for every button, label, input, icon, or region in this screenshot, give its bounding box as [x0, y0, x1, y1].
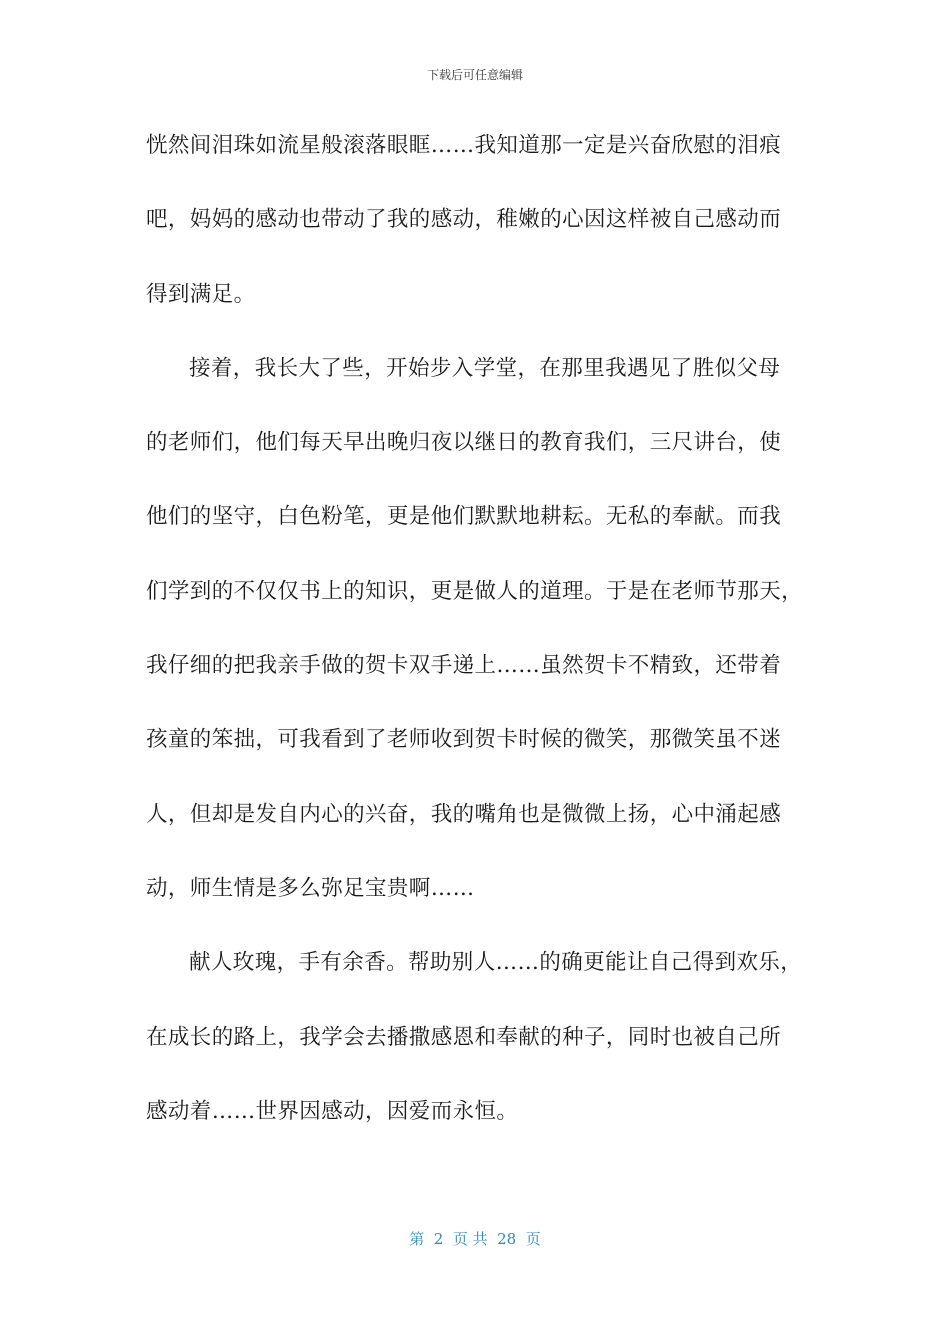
- text-line: 恍然间泪珠如流星般滚落眼眶……我知道那一定是兴奋欣慰的泪痕: [146, 133, 782, 158]
- text-line: 感动着……世界因感动，因爱而永恒。: [146, 1098, 519, 1124]
- text-line: 们学到的不仅仅书上的知识，更是做人的道理。于是在老师节那天，: [146, 578, 804, 604]
- text-line: 他们的坚守，白色粉笔，更是他们默默地耕耘。无私的奉献。而我: [146, 504, 782, 530]
- paragraph-start-line: 献人玫瑰，手有余香。帮助别人……的确更能让自己得到欢乐，: [189, 950, 803, 976]
- page-number-footer: 第 2 页 共 28 页: [409, 1230, 541, 1248]
- text-line: 得到满足。: [146, 281, 256, 307]
- text-line: 我仔细的把我亲手做的贺卡双手递上……虽然贺卡不精致，还带着: [146, 653, 782, 679]
- text-line: 人，但却是发自内心的兴奋，我的嘴角也是微微上扬，心中涌起感: [146, 801, 782, 827]
- page-header-note: 下载后可任意编辑: [426, 68, 523, 82]
- text-line: 动，师生情是多么弥足宝贵啊……: [146, 875, 475, 901]
- text-line: 孩童的笨拙，可我看到了老师收到贺卡时候的微笑，那微笑虽不迷: [146, 727, 782, 753]
- text-line: 在成长的路上，我学会去播撒感恩和奉献的种子，同时也被自己所: [146, 1024, 782, 1050]
- text-line: 的老师们，他们每天早出晚归夜以继日的教育我们，三尺讲台，使: [146, 430, 782, 456]
- text-line: 吧，妈妈的感动也带动了我的感动，稚嫩的心因这样被自己感动而: [146, 207, 782, 233]
- paragraph-start-line: 接着，我长大了些，开始步入学堂，在那里我遇见了胜似父母: [189, 355, 781, 381]
- document-body: [146, 126, 806, 1166]
